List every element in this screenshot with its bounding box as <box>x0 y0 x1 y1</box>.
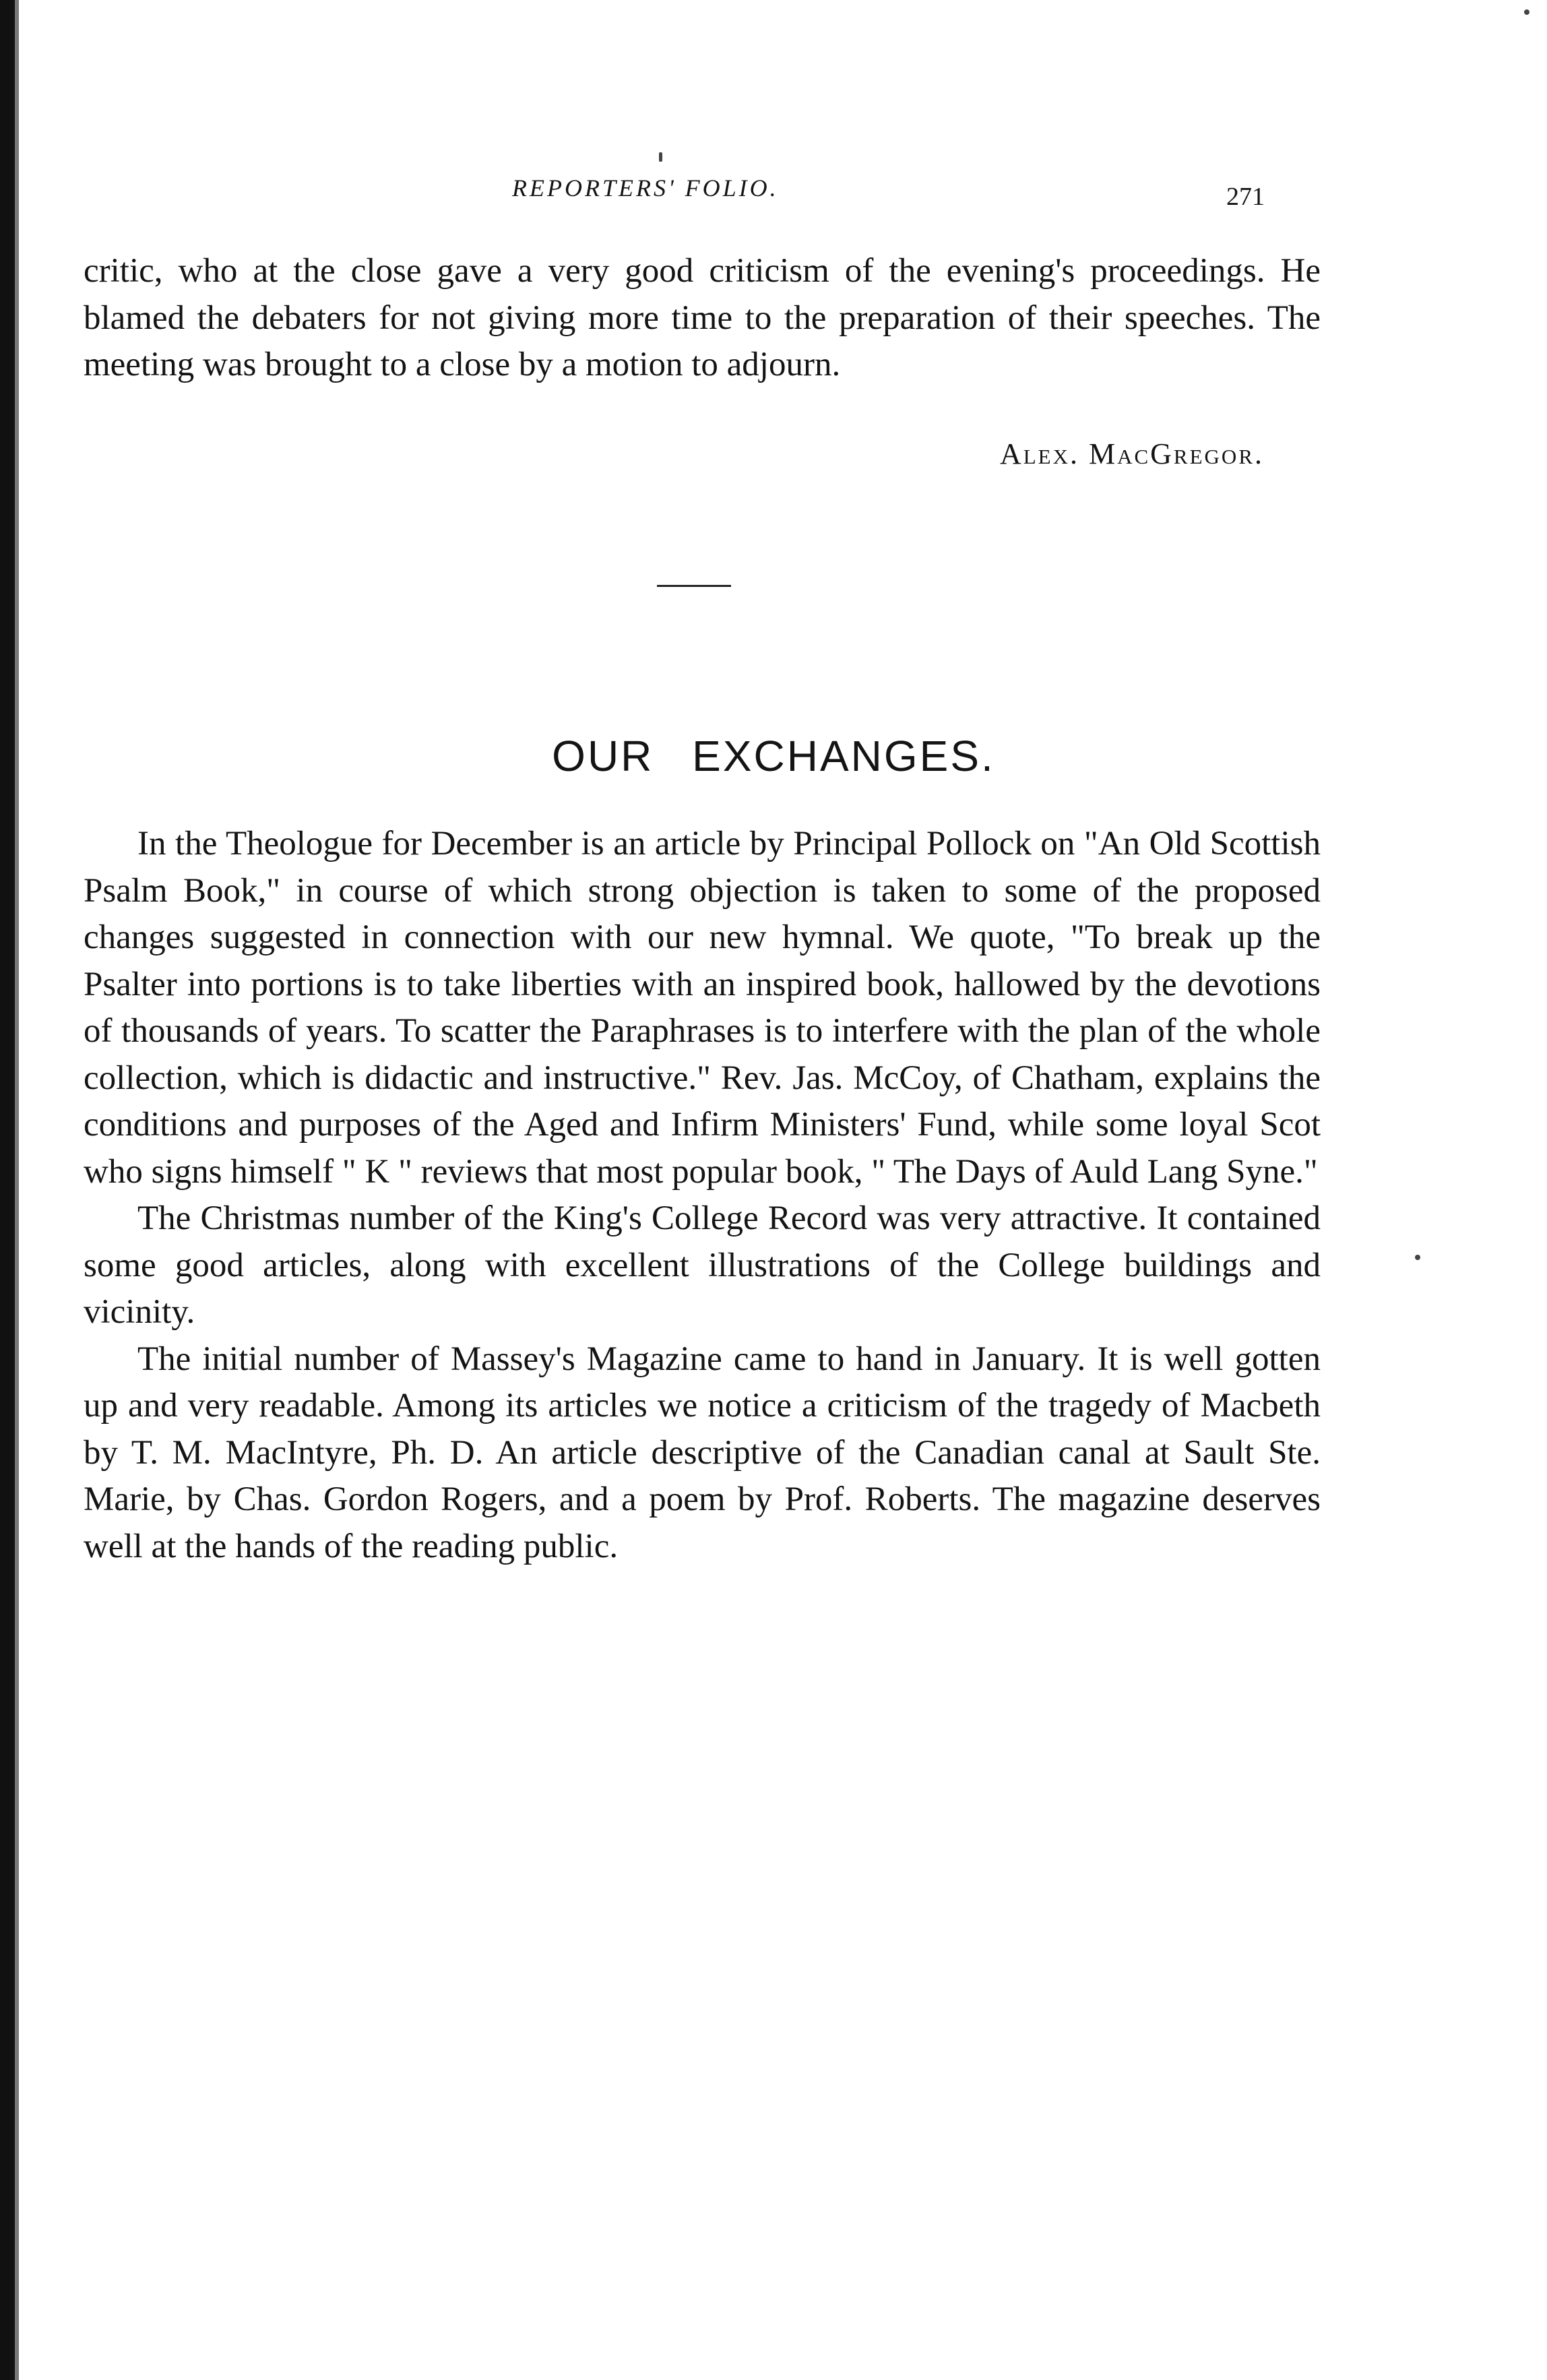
running-head: REPORTERS' FOLIO. <box>512 175 779 201</box>
scan-edge-shadow <box>15 0 19 2380</box>
continuation-paragraph: critic, who at the close gave a very good criticism of the evening's proceedings. He blamed the debaters for not giving more time to the preparation of their speeches. The meeting was brought to a close by a motion to adjourn. <box>84 252 1321 383</box>
section-divider <box>657 585 731 587</box>
paragraph: In the Theologue for December is an article by Principal Pollock on "An Old Scottish Psalm Book," in course of which strong objection is taken to some of the proposed changes suggested in connection with our new hymnal. We quote, "To break up the Psalter into portions is to take liberties with an inspired book, hallowed by the devotions of thousands of years. To scatter the Paraphrases is to interfere with the plan of the whole collection, which is didactic and instructive." Rev. Jas. McCoy, of Chatham, explains the conditions and purposes of the Aged and Infirm Ministers' Fund, while some loyal Scot who signs himself " K " reviews that most popular book, " The Days of Auld Lang Syne." <box>84 825 1321 1191</box>
author-signature: Alex. MacGregor. <box>999 437 1264 470</box>
paragraph: The initial number of Massey's Magazine came to hand in January. It is well gotten up and very readable. Among its articles we notice a criticism of the tragedy of Macbeth by T. M. MacIntyre, Ph. D. An article descriptive of the Canadian canal at Sault Ste. Marie, by Chas. Gordon Rogers, and a poem by Prof. Roberts. The magazine deserves well at the hands of the reading public. <box>84 1340 1321 1565</box>
ink-speck <box>1415 1255 1420 1260</box>
paragraph: The Christmas number of the King's College Record was very attractive. It contained some good articles, along with excellent illustrations of the College buildings and vicinity. <box>84 1199 1321 1331</box>
scan-edge <box>0 0 15 2380</box>
ink-speck <box>1524 9 1529 15</box>
exchanges-body <box>84 821 1321 1570</box>
page-number: 271 <box>1226 183 1265 211</box>
page-header <box>0 174 1547 221</box>
section-title: OUR EXCHANGES. <box>552 732 995 780</box>
continuation-text <box>84 248 1321 389</box>
ink-speck <box>659 152 662 162</box>
